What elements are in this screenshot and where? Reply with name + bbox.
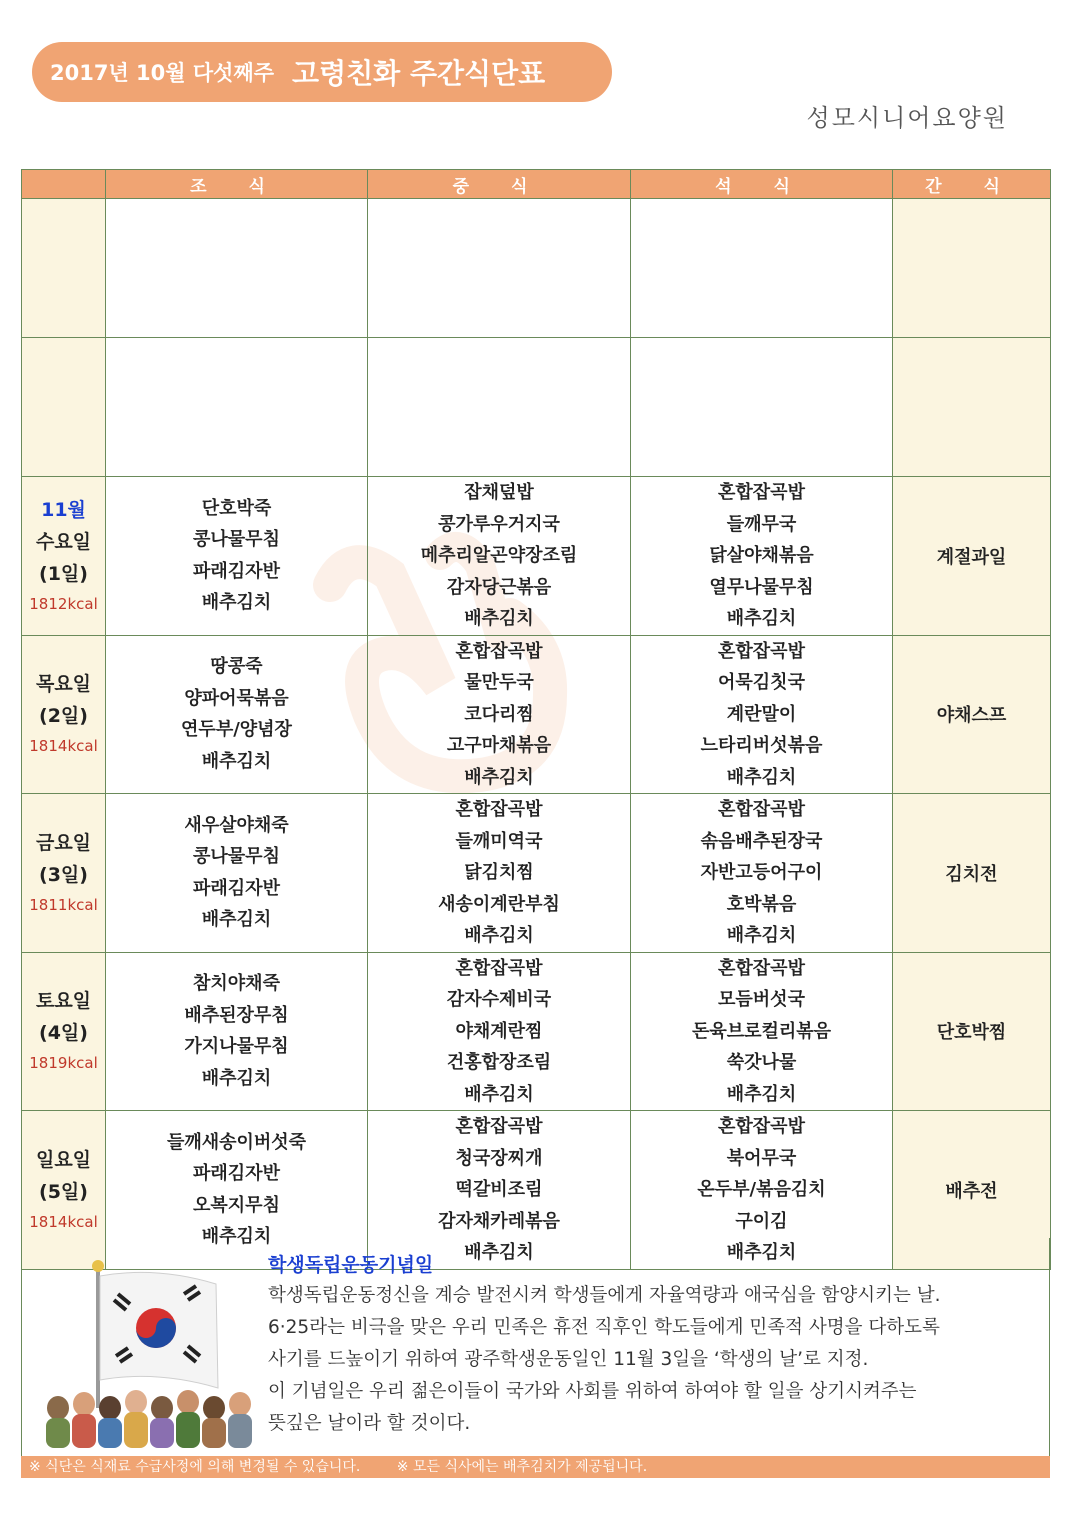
empty-cell xyxy=(631,338,893,477)
day-row xyxy=(22,477,1051,636)
menu-item: 배추김치 xyxy=(726,1242,797,1263)
menu-item: 호박볶음 xyxy=(726,893,797,915)
empty-day-cell xyxy=(22,199,106,338)
menu-item: 배추김치 xyxy=(201,592,272,614)
menu-item: 배추김치 xyxy=(464,1242,534,1263)
organization-name: 성모시니어요양원 xyxy=(806,104,1008,132)
menu-item: 감자채카레볶음 xyxy=(438,1210,560,1232)
menu-item: 양파어묵볶음 xyxy=(184,687,289,709)
empty-cell xyxy=(631,199,893,338)
title-week: 2017년 10월 다섯째주 xyxy=(50,61,275,85)
day-date: (1일) xyxy=(39,562,88,585)
breakfast-cell xyxy=(106,635,368,794)
snack-cell: 야채스프 xyxy=(893,635,1051,794)
day-row xyxy=(22,794,1051,953)
menu-item: 닭살야채볶음 xyxy=(709,545,814,566)
menu-item: 열무나물무침 xyxy=(709,576,814,598)
day-date: (2일) xyxy=(39,705,88,728)
korean-flag-crowd-illustration xyxy=(36,1258,256,1448)
menu-item: 배추김치 xyxy=(726,608,797,629)
breakfast-cell xyxy=(106,477,368,636)
lunch-cell xyxy=(368,477,631,636)
menu-item: 콩나물무침 xyxy=(193,529,280,551)
menu-item: 모듬버섯국 xyxy=(718,989,805,1010)
day-cell xyxy=(22,952,106,1111)
menu-item: 배추김치 xyxy=(201,909,272,931)
menu-item: 돈육브로컬리볶음 xyxy=(691,1020,832,1042)
menu-item: 배추김치 xyxy=(201,1226,272,1248)
menu-item: 혼합잡곡밥 xyxy=(718,640,805,662)
info-title: 학생독립운동기념일 xyxy=(268,1254,434,1276)
menu-item: 건홍합장조림 xyxy=(446,1052,552,1073)
menu-item: 연두부/양념장 xyxy=(181,719,292,741)
empty-cell xyxy=(368,199,631,338)
info-line: 6·25라는 비극을 맞은 우리 민족은 휴전 직후인 학도들에게 민족적 사명을 다하도록 xyxy=(268,1317,940,1338)
menu-item: 단호박죽 xyxy=(201,497,272,519)
empty-row xyxy=(22,338,1051,477)
menu-item: 솎음배추된장국 xyxy=(700,830,823,852)
menu-table xyxy=(21,169,1051,1270)
menu-item: 들깨새송이버섯죽 xyxy=(166,1131,307,1153)
empty-snack-cell xyxy=(893,199,1051,338)
day-kcal: 1811kcal xyxy=(29,895,98,914)
menu-item: 구이김 xyxy=(735,1210,788,1232)
menu-item: 어묵김칫국 xyxy=(718,672,805,693)
dinner-cell xyxy=(631,952,893,1111)
day-date: (5일) xyxy=(39,1180,88,1203)
menu-item: 배추김치 xyxy=(201,1067,272,1089)
menu-item: 들깨무국 xyxy=(726,513,797,535)
header-corner xyxy=(22,170,106,199)
menu-item: 배추김치 xyxy=(464,1083,534,1105)
menu-item: 감자당근볶음 xyxy=(446,576,552,598)
menu-item: 코다리찜 xyxy=(464,703,534,725)
day-kcal: 1814kcal xyxy=(29,737,98,756)
breakfast-cell xyxy=(106,794,368,953)
menu-item: 배추김치 xyxy=(464,925,534,946)
menu-item: 계란말이 xyxy=(726,703,797,725)
menu-item: 배추김치 xyxy=(726,925,797,946)
menu-item: 가지나물무침 xyxy=(184,1036,289,1058)
menu-item: 파래김자반 xyxy=(193,1163,280,1185)
menu-item: 메추리알곤약장조림 xyxy=(420,545,578,566)
menu-item: 혼합잡곡밥 xyxy=(455,799,543,820)
menu-item: 쑥갓나물 xyxy=(726,1052,797,1073)
empty-row xyxy=(22,199,1051,338)
empty-cell xyxy=(368,338,631,477)
menu-item: 혼합잡곡밥 xyxy=(718,957,805,979)
footer-notes xyxy=(21,1456,1050,1478)
info-box xyxy=(21,1238,1050,1458)
menu-item: 잡채덮밥 xyxy=(464,482,534,503)
day-weekday: 목요일 xyxy=(35,673,92,696)
day-kcal: 1814kcal xyxy=(29,1212,98,1231)
menu-item: 콩나물무침 xyxy=(193,846,280,868)
empty-day-cell xyxy=(22,338,106,477)
menu-item: 닭김치찜 xyxy=(464,862,534,883)
menu-item: 온두부/볶음김치 xyxy=(697,1179,826,1200)
menu-item: 참치야채죽 xyxy=(193,973,280,995)
title-banner xyxy=(32,42,612,102)
menu-item: 배추된장무침 xyxy=(184,1004,289,1026)
header-dinner: 석 식 xyxy=(631,170,893,199)
day-cell xyxy=(22,635,106,794)
info-line: 학생독립운동정신을 계승 발전시켜 학생들에게 자율역량과 애국심을 함양시키는 날. xyxy=(268,1285,941,1306)
info-text xyxy=(268,1280,1040,1440)
menu-item: 감자수제비국 xyxy=(446,989,552,1010)
page-title: 고령친화 주간식단표 xyxy=(292,57,546,90)
menu-item: 혼합잡곡밥 xyxy=(455,1116,543,1137)
menu-item: 콩가루우거지국 xyxy=(438,513,560,535)
day-date: (4일) xyxy=(39,1022,88,1045)
snack-cell: 김치전 xyxy=(893,794,1051,953)
menu-item: 파래김자반 xyxy=(193,560,280,582)
menu-item: 고구마채볶음 xyxy=(446,735,552,756)
menu-item: 자반고등어구이 xyxy=(700,862,823,883)
menu-item: 배추김치 xyxy=(201,750,272,772)
day-weekday: 금요일 xyxy=(35,831,92,854)
day-row xyxy=(22,952,1051,1111)
menu-item: 느타리버섯볶음 xyxy=(700,735,823,756)
menu-item: 배추김치 xyxy=(464,766,534,788)
dinner-cell xyxy=(631,477,893,636)
header-snack: 간 식 xyxy=(893,170,1051,199)
menu-item: 들깨미역국 xyxy=(455,830,543,852)
lunch-cell xyxy=(368,952,631,1111)
menu-item: 물만두국 xyxy=(464,672,534,693)
empty-snack-cell xyxy=(893,338,1051,477)
header-breakfast: 조 식 xyxy=(106,170,368,199)
day-kcal: 1812kcal xyxy=(29,594,98,613)
info-line: 뜻깊은 날이라 할 것이다. xyxy=(268,1413,471,1434)
day-weekday: 토요일 xyxy=(35,990,92,1013)
header-lunch: 중 식 xyxy=(368,170,631,199)
menu-item: 떡갈비조림 xyxy=(455,1179,543,1200)
menu-item: 땅콩죽 xyxy=(210,656,263,678)
menu-item: 청국장찌개 xyxy=(455,1147,543,1169)
footer-note-ingredients: ※ 식단은 식재료 수급사정에 의해 변경될 수 있습니다. xyxy=(29,1459,361,1475)
lunch-cell xyxy=(368,794,631,953)
menu-item: 야채계란찜 xyxy=(455,1020,543,1042)
day-month: 11월 xyxy=(41,498,86,521)
dinner-cell xyxy=(631,635,893,794)
menu-item: 파래김자반 xyxy=(193,877,280,899)
day-weekday: 일요일 xyxy=(35,1148,92,1171)
menu-item: 혼합잡곡밥 xyxy=(455,957,543,979)
dinner-cell xyxy=(631,794,893,953)
info-line: 이 기념일은 우리 젊은이들이 국가와 사회를 위하여 하여야 할 일을 상기시켜주는 xyxy=(268,1381,917,1402)
header-row xyxy=(22,170,1051,199)
day-row xyxy=(22,635,1051,794)
menu-item: 혼합잡곡밥 xyxy=(718,482,805,503)
day-weekday: 수요일 xyxy=(35,530,92,553)
menu-item: 혼합잡곡밥 xyxy=(718,1116,805,1137)
day-kcal: 1819kcal xyxy=(29,1054,98,1073)
menu-item: 오복지무침 xyxy=(193,1194,280,1216)
menu-item: 새송이계란부침 xyxy=(438,893,560,915)
snack-cell: 배추전 xyxy=(893,1111,1051,1270)
info-line: 사기를 드높이기 위하여 광주학생운동일인 11월 3일을 ‘학생의 날’로 지정. xyxy=(268,1349,869,1370)
menu-item: 혼합잡곡밥 xyxy=(718,799,805,820)
day-cell xyxy=(22,477,106,636)
menu-item: 새우살야채죽 xyxy=(184,814,289,836)
breakfast-cell xyxy=(106,952,368,1111)
snack-cell: 계절과일 xyxy=(893,477,1051,636)
menu-item: 배추김치 xyxy=(464,608,534,629)
menu-item: 배추김치 xyxy=(726,766,797,788)
footer-note-kimchi: ※ 모든 식사에는 배추김치가 제공됩니다. xyxy=(396,1459,648,1475)
snack-cell: 단호박찜 xyxy=(893,952,1051,1111)
menu-item: 배추김치 xyxy=(726,1083,797,1105)
day-cell xyxy=(22,794,106,953)
menu-item: 북어무국 xyxy=(726,1147,797,1169)
day-date: (3일) xyxy=(39,863,88,886)
empty-cell xyxy=(106,338,368,477)
menu-item: 혼합잡곡밥 xyxy=(455,640,543,662)
empty-cell xyxy=(106,199,368,338)
lunch-cell xyxy=(368,635,631,794)
